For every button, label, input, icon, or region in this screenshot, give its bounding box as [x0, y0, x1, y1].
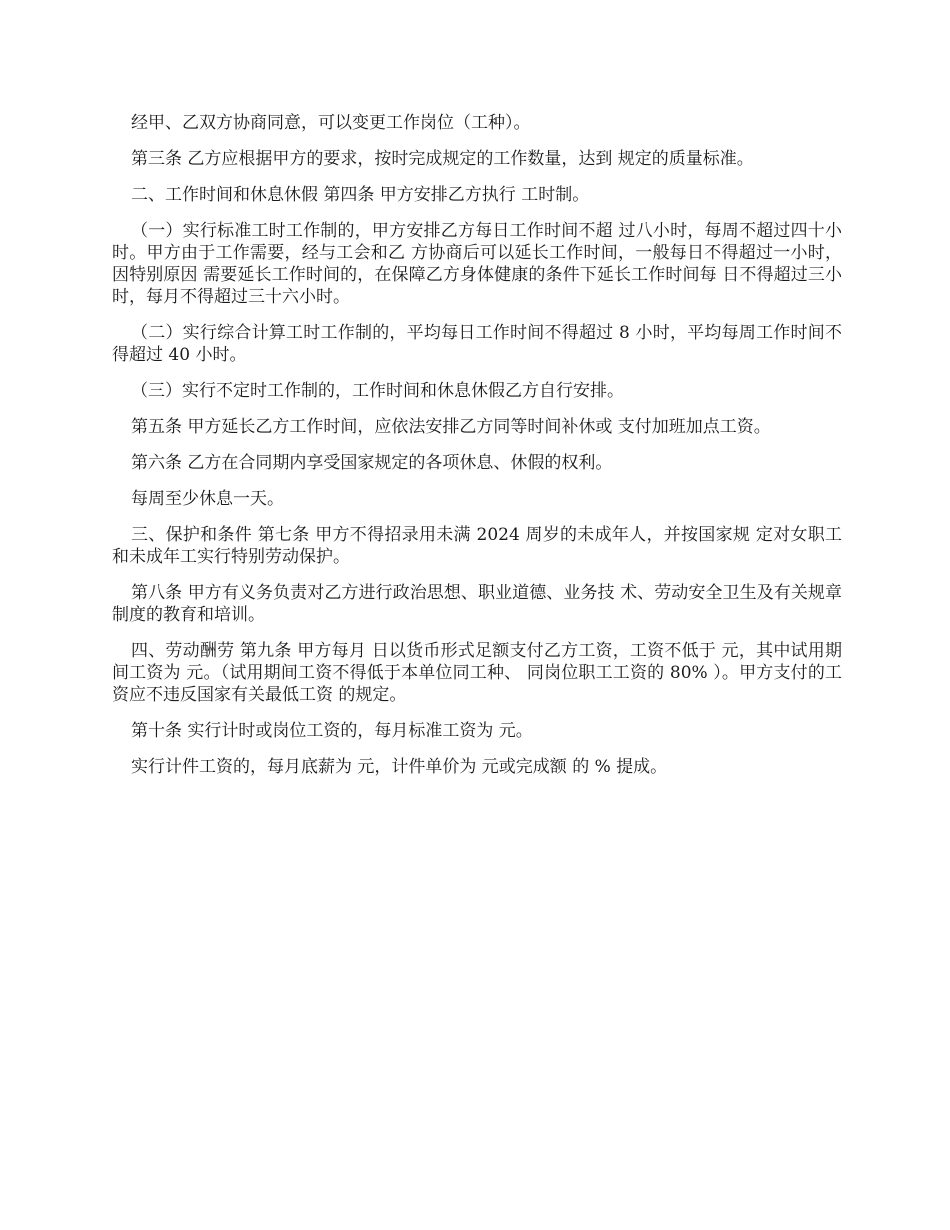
- paragraph-standard-hours: （一）实行标准工时工作制的，甲方安排乙方每日工作时间不超 过八小时，每周不超过四十小时。甲方由于工作需要，经与工会和乙 方协商后可以延长工作时间，一般每日不得超过一小时，因特别原因 需要延长工作时间的，在保障乙方身体健康的条件下延长工作时间每 日不得超过三小时，每月不得超过三十六小时。: [112, 221, 842, 307]
- document-body: [112, 112, 842, 792]
- paragraph-change-position: 经甲、乙双方协商同意，可以变更工作岗位（工种）。: [131, 113, 531, 133]
- paragraph-weekly-rest: 每周至少休息一天。: [131, 489, 284, 509]
- paragraph-article-6: 第六条 乙方在合同期内享受国家规定的各项休息、休假的权利。: [131, 453, 613, 473]
- paragraph-article-8: 第八条 甲方有义务负责对乙方进行政治思想、职业道德、业务技 术、劳动安全卫生及有关规章制度的教育和培训。: [112, 583, 842, 625]
- paragraph-flexible-hours: （三）实行不定时工作制的，工作时间和休息休假乙方自行安排。: [131, 381, 624, 401]
- paragraph-section-2-article-4: 二、工作时间和休息休假 第四条 甲方安排乙方执行 工时制。: [131, 185, 590, 205]
- paragraph-piece-rate: 实行计件工资的，每月底薪为 元，计件单价为 元或完成额 的 % 提成。: [131, 757, 668, 777]
- paragraph-comprehensive-hours: （二）实行综合计算工时工作制的，平均每日工作时间不得超过 8 小时，平均每周工作时间不得超过 40 小时。: [112, 323, 842, 365]
- paragraph-article-3: 第三条 乙方应根据甲方的要求，按时完成规定的工作数量，达到 规定的质量标准。: [131, 149, 754, 169]
- paragraph-section-4-article-9: 四、劳动酬劳 第九条 甲方每月 日以货币形式足额支付乙方工资，工资不低于 元，其中试用期间工资为 元。（试用期间工资不得低于本单位同工种、 同岗位职工工资的 80% ）。甲方支付的工资应不违反国家有关最低工资 的规定。: [112, 641, 842, 705]
- paragraph-article-10: 第十条 实行计时或岗位工资的，每月标准工资为 元。: [131, 721, 533, 741]
- paragraph-section-3-article-7: 三、保护和条件 第七条 甲方不得招录用未满 2024 周岁的未成年人，并按国家规 定对女职工和未成年工实行特别劳动保护。: [112, 525, 842, 567]
- paragraph-article-5: 第五条 甲方延长乙方工作时间，应依法安排乙方同等时间补休或 支付加班加点工资。: [131, 417, 771, 437]
